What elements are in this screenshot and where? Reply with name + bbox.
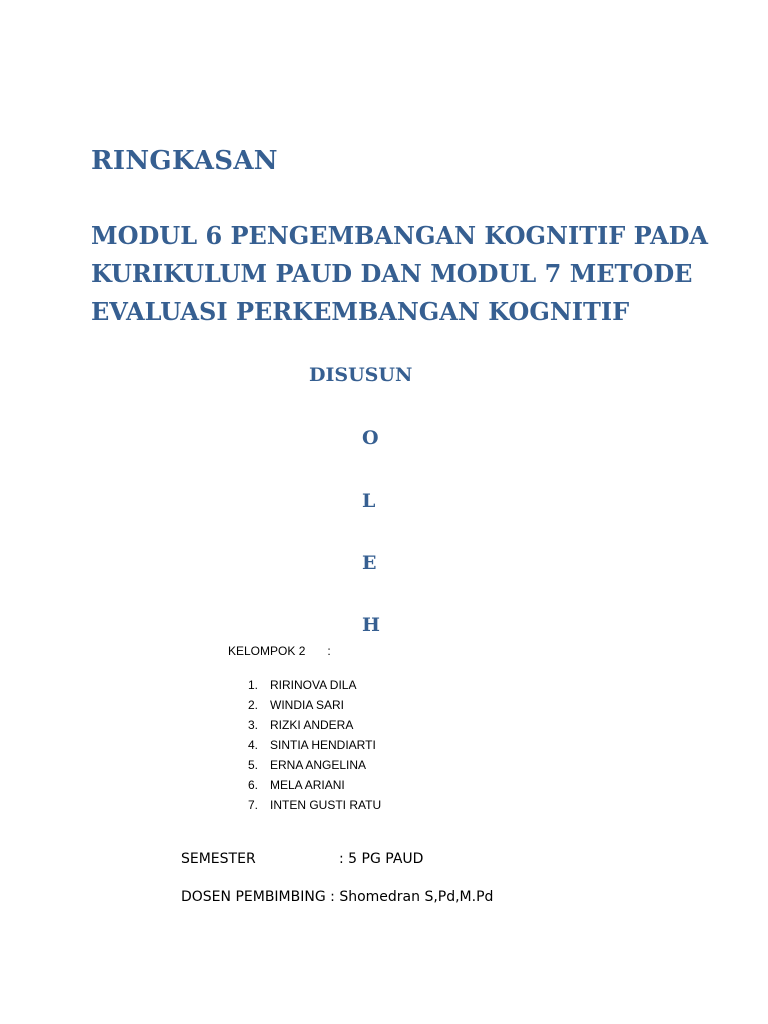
semester-line [181, 851, 423, 867]
list-item [248, 715, 381, 735]
list-number: 3. [248, 718, 259, 732]
list-item [248, 695, 381, 715]
list-item [248, 795, 381, 815]
oleh-letter-h: H [362, 614, 380, 636]
kelompok-label [228, 644, 331, 658]
dosen-value: : Shomedran S,Pd,M.Pd [330, 889, 494, 905]
oleh-letter-e: E [362, 552, 377, 574]
list-number: 4. [248, 738, 259, 752]
member-list [248, 675, 381, 815]
document-subtitle [91, 217, 731, 331]
list-number: 6. [248, 778, 259, 792]
oleh-letter-l: L [362, 490, 376, 512]
subtitle-line: MODUL 6 PENGEMBANGAN KOGNITIF PADA [91, 221, 709, 250]
list-item [248, 675, 381, 695]
subtitle-line: EVALUASI PERKEMBANGAN KOGNITIF [91, 297, 630, 326]
list-item [248, 755, 381, 775]
list-number: 7. [248, 798, 259, 812]
member-name: SINTIA HENDIARTI [270, 738, 376, 752]
oleh-letter-o: O [362, 427, 379, 449]
list-number: 2. [248, 698, 259, 712]
member-name: INTEN GUSTI RATU [270, 798, 382, 812]
semester-value: : 5 PG PAUD [339, 851, 424, 867]
document-title: RINGKASAN [91, 146, 278, 176]
disusun-label: DISUSUN [309, 364, 413, 386]
kelompok-text: KELOMPOK 2 [228, 644, 306, 658]
kelompok-colon: : [327, 644, 331, 658]
dosen-line [181, 889, 493, 905]
list-item [248, 775, 381, 795]
subtitle-line: KURIKULUM PAUD DAN MODUL 7 METODE [91, 259, 693, 288]
member-name: MELA ARIANI [270, 778, 345, 792]
list-item [248, 735, 381, 755]
member-name: ERNA ANGELINA [270, 758, 367, 772]
semester-label: SEMESTER [181, 851, 256, 867]
member-name: WINDIA SARI [270, 698, 345, 712]
member-name: RIRINOVA DILA [270, 678, 357, 692]
list-number: 1. [248, 678, 259, 692]
dosen-label: DOSEN PEMBIMBING [181, 889, 326, 905]
member-name: RIZKI ANDERA [270, 718, 354, 732]
list-number: 5. [248, 758, 259, 772]
